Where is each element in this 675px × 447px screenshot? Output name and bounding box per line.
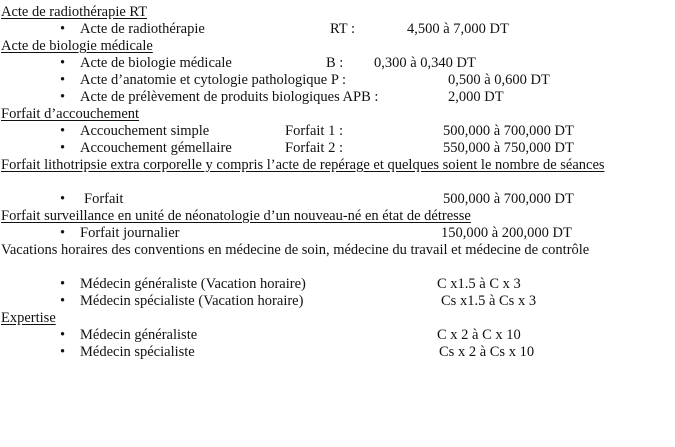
bullet-icon: • (60, 191, 66, 207)
bullet-icon: • (60, 123, 66, 139)
section-heading-text: Vacations horaires des conventions en médecine de soin, médecine du travail et médecine de contrôle (1, 242, 590, 258)
list-item (0, 293, 675, 310)
list-item (0, 140, 675, 157)
list-item (0, 276, 675, 293)
item-label: Acte d’anatomie et cytologie pathologique P : (80, 72, 347, 88)
item-value: 500,000 à 700,000 DT (443, 123, 574, 139)
item-value: 0,300 à 0,340 DT (374, 55, 476, 71)
bullet-icon: • (60, 276, 66, 292)
section-heading-lithotripsie: Forfait lithotripsie extra corporelle y compris l’acte de repérage et quelques soient le nombre de séances (1, 157, 605, 173)
list-item (0, 344, 675, 361)
item-value: C x 2 à C x 10 (437, 327, 521, 343)
item-label: Acte de biologie médicale (80, 55, 232, 71)
bullet-icon: • (60, 72, 66, 88)
section-heading-biologie: Acte de biologie médicale (1, 38, 153, 54)
bullet-icon: • (60, 327, 66, 343)
item-label: Forfait (84, 191, 124, 207)
item-value: Cs x1.5 à Cs x 3 (441, 293, 537, 309)
item-value: 2,000 DT (448, 89, 504, 105)
list-item (0, 191, 675, 208)
item-value: 550,000 à 750,000 DT (443, 140, 574, 156)
list-item (0, 72, 675, 89)
section-heading-expertise: Expertise (1, 310, 56, 326)
list-item (0, 327, 675, 344)
item-code: Forfait 2 : (285, 140, 343, 156)
list-item (0, 89, 675, 106)
item-value: 0,500 à 0,600 DT (448, 72, 550, 88)
item-value: C x1.5 à C x 3 (437, 276, 521, 292)
item-label: Accouchement simple (80, 123, 210, 139)
section-heading-radiotherapie: Acte de radiothérapie RT (1, 4, 148, 20)
bullet-icon: • (60, 344, 66, 360)
bullet-icon: • (60, 21, 66, 37)
item-label: Médecin spécialiste (80, 344, 195, 360)
item-label: Médecin généraliste (Vacation horaire) (80, 276, 306, 292)
item-value: 150,000 à 200,000 DT (441, 225, 572, 241)
item-code: RT : (330, 21, 356, 37)
list-item (0, 225, 675, 242)
item-label: Acte de prélèvement de produits biologiques APB : (80, 89, 379, 105)
list-item (0, 55, 675, 72)
item-label: Médecin spécialiste (Vacation horaire) (80, 293, 304, 309)
section-heading-accouchement: Forfait d’accouchement (1, 106, 140, 122)
item-label: Forfait journalier (80, 225, 180, 241)
bullet-icon: • (60, 225, 66, 241)
item-value: 500,000 à 700,000 DT (443, 191, 574, 207)
item-code: Forfait 1 : (285, 123, 343, 139)
item-value: 4,500 à 7,000 DT (407, 21, 509, 37)
bullet-icon: • (60, 140, 66, 156)
bullet-icon: • (60, 89, 66, 105)
list-item (0, 21, 675, 38)
item-label: Médecin généraliste (80, 327, 198, 343)
item-label: Accouchement gémellaire (80, 140, 232, 156)
item-code: B : (326, 55, 344, 71)
section-heading-vacations (1, 242, 661, 276)
section-heading-neonatologie: Forfait surveillance en unité de néonatologie d’un nouveau-né en état de détresse (1, 208, 471, 224)
item-label: Acte de radiothérapie (80, 21, 205, 37)
bullet-icon: • (60, 55, 66, 71)
list-item (0, 123, 675, 140)
bullet-icon: • (60, 293, 66, 309)
item-value: Cs x 2 à Cs x 10 (439, 344, 535, 360)
